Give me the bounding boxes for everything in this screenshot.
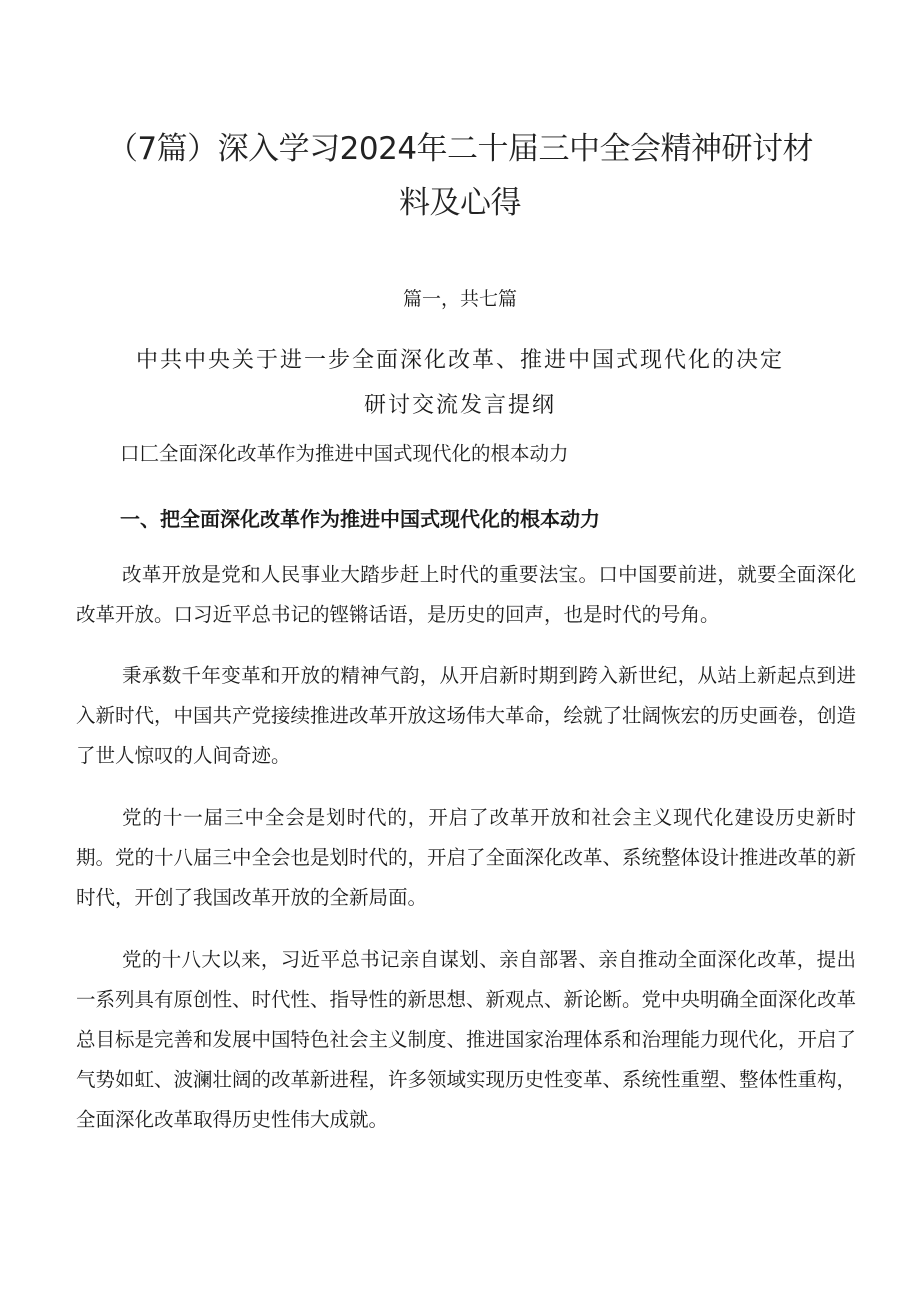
section-heading: 一、把全面深化改革作为推进中国式现代化的根本动力 — [120, 507, 600, 531]
document-title-line-2: 料及心得 — [399, 185, 521, 221]
part-label: 篇一，共七篇 — [402, 288, 517, 310]
document-subtitle-line-2: 研讨交流发言提纲 — [363, 393, 556, 418]
document-title — [90, 122, 830, 230]
document-subtitle-line-1: 中共中央关于进一步全面深化改革、推进中国式现代化的决定 — [135, 348, 784, 373]
body-paragraph-1: 改革开放是党和人民事业大踏步赶上时代的重要法宝。口中国要前进，就要全面深化改革开放。口习近平总书记的铿锵话语，是历史的回声，也是时代的号角。 — [76, 563, 856, 626]
body-paragraph-2: 秉承数千年变革和开放的精神气韵，从开启新时期到跨入新世纪，从站上新起点到进入新时代，中国共产党接续推进改革开放这场伟大革命，绘就了壮阔恢宏的历史画卷，创造了世人惊叹的人间奇迹。 — [76, 664, 857, 767]
document-subtitle — [100, 338, 820, 428]
document-title-line-1: （7篇）深入学习2024年二十届三中全会精神研讨材 — [106, 131, 814, 167]
outline-line: 口匚全面深化改革作为推进中国式现代化的根本动力 — [120, 442, 569, 465]
body-paragraph-3: 党的十一届三中全会是划时代的，开启了改革开放和社会主义现代化建设历史新时期。党的十八届三中全会也是划时代的，开启了全面深化改革、系统整体设计推进改革的新时代，开创了我国改革开放的全新局面。 — [76, 806, 857, 909]
body-paragraph-4: 党的十八大以来，习近平总书记亲自谋划、亲自部署、亲自推动全面深化改革，提出一系列具有原创性、时代性、指导性的新思想、新观点、新论断。党中央明确全面深化改革总目标是完善和发展中国特色社会主义制度、推进国家治理体系和治理能力现代化，开启了气势如虹、波澜壮阔的改革新进程，许多领域实现历史性变革、系统性重塑、整体性重构，全面深化改革取得历史性伟大成就。 — [76, 948, 857, 1131]
